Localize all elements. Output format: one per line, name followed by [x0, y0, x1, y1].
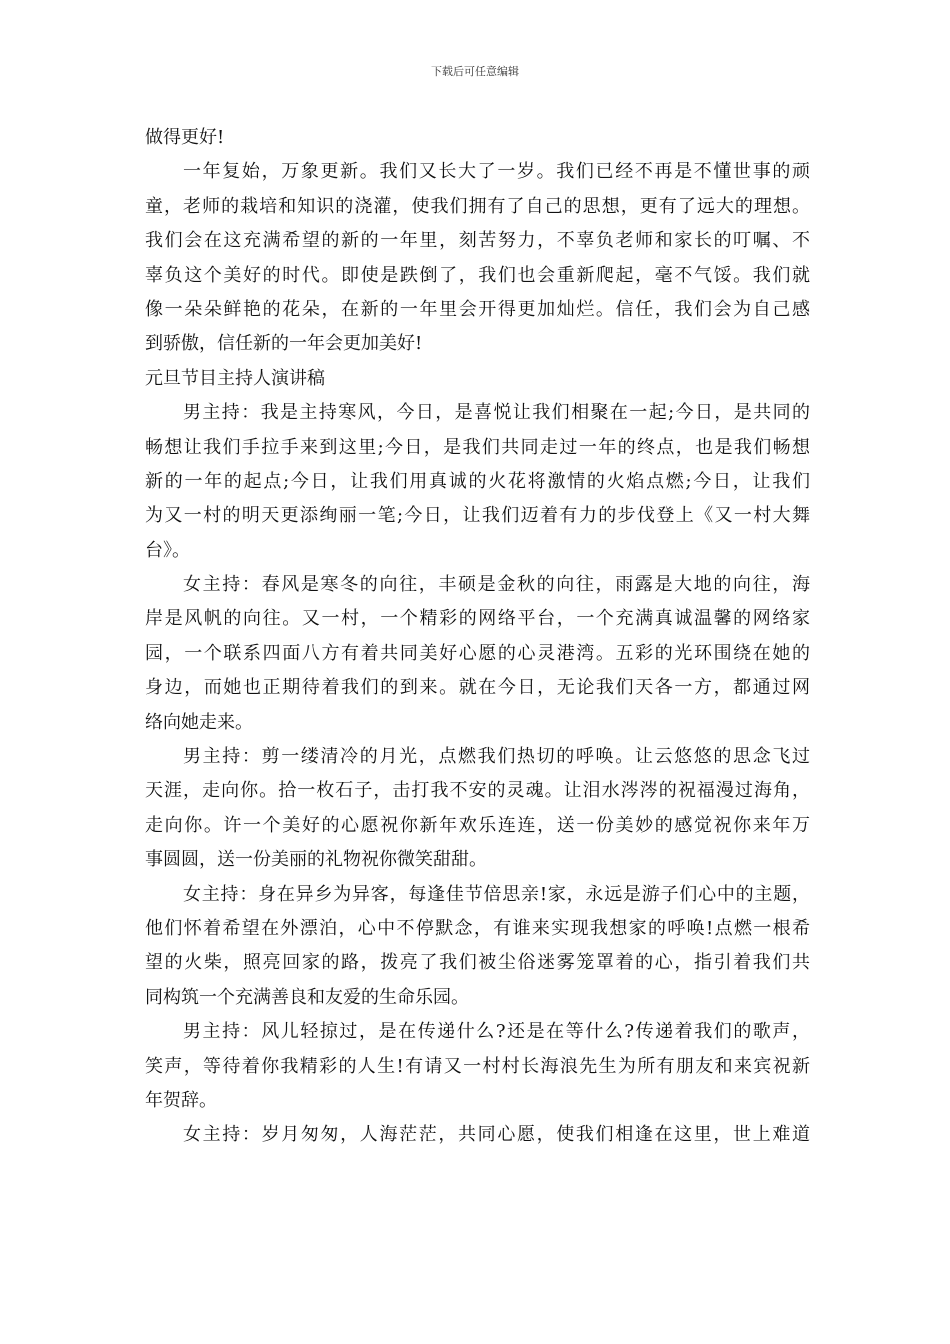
text-line: 天涯，走向你。拾一枚石子，击打我不安的灵魂。让泪水涔涔的祝福漫过海角， [145, 780, 810, 802]
text-line: 男主持：我是主持寒风，今日，是喜悦让我们相聚在一起;今日，是共同的 [183, 402, 810, 424]
text-line: 男主持：风儿轻掠过，是在传递什么?还是在等什么?传递着我们的歌声， [183, 1021, 810, 1043]
text-line: 望的火柴，照亮回家的路，拨亮了我们被尘俗迷雾笼罩着的心，指引着我们共 [145, 952, 810, 974]
text-line: 我们会在这充满希望的新的一年里，刻苦努力，不辜负老师和家长的叮嘱、不 [145, 230, 810, 252]
text-line: 辜负这个美好的时代。即使是跌倒了，我们也会重新爬起，毫不气馁。我们就 [145, 264, 810, 286]
page-header: 下载后可任意编辑 [431, 65, 519, 78]
text-line: 男主持：剪一缕清冷的月光，点燃我们热切的呼唤。让云悠悠的思念飞过 [183, 746, 810, 768]
text-line: 络向她走来。 [145, 711, 253, 733]
text-line: 做得更好! [145, 127, 225, 148]
text-line: 女主持：身在异乡为异客，每逢佳节倍思亲!家，永远是游子们心中的主题， [183, 883, 810, 905]
text-line: 年贺辞。 [145, 1089, 217, 1111]
text-line: 他们怀着希望在外漂泊，心中不停默念，有谁来实现我想家的呼唤!点燃一根希 [145, 917, 810, 939]
text-line: 到骄傲，信任新的一年会更加美好! [145, 333, 423, 355]
text-line: 童，老师的栽培和知识的浇灌，使我们拥有了自己的思想，更有了远大的理想。 [145, 195, 810, 217]
text-line: 新的一年的起点;今日，让我们用真诚的火花将激情的火焰点燃;今日，让我们 [145, 470, 810, 492]
text-line: 女主持：岁月匆匆，人海茫茫，共同心愿，使我们相逢在这里，世上难道 [183, 1124, 810, 1146]
document-body [145, 121, 810, 1153]
text-line: 畅想让我们手拉手来到这里;今日，是我们共同走过一年的终点，也是我们畅想 [145, 436, 810, 458]
text-line: 身边，而她也正期待着我们的到来。就在今日，无论我们天各一方，都通过网 [145, 677, 810, 699]
text-line: 台》。 [145, 539, 190, 561]
text-line: 园，一个联系四面八方有着共同美好心愿的心灵港湾。五彩的光环围绕在她的 [145, 642, 810, 664]
text-line: 为又一村的明天更添绚丽一笔;今日，让我们迈着有力的步伐登上《又一村大舞 [145, 505, 810, 527]
text-line: 元旦节目主持人演讲稿 [145, 367, 325, 389]
text-line: 笑声，等待着你我精彩的人生!有请又一村村长海浪先生为所有朋友和来宾祝新 [145, 1055, 810, 1077]
text-line: 同构筑一个充满善良和友爱的生命乐园。 [145, 986, 469, 1008]
text-line: 事圆圆，送一份美丽的礼物祝你微笑甜甜。 [145, 849, 487, 871]
text-line: 像一朵朵鲜艳的花朵，在新的一年里会开得更加灿烂。信任，我们会为自己感 [145, 298, 810, 320]
text-line: 女主持：春风是寒冬的向往，丰硕是金秋的向往，雨露是大地的向往，海 [183, 574, 810, 596]
text-line: 一年复始，万象更新。我们又长大了一岁。我们已经不再是不懂世事的顽 [183, 161, 810, 183]
text-line: 岸是风帆的向往。又一村，一个精彩的网络平台，一个充满真诚温馨的网络家 [145, 608, 810, 630]
text-line: 走向你。许一个美好的心愿祝你新年欢乐连连，送一份美妙的感觉祝你来年万 [145, 814, 810, 836]
